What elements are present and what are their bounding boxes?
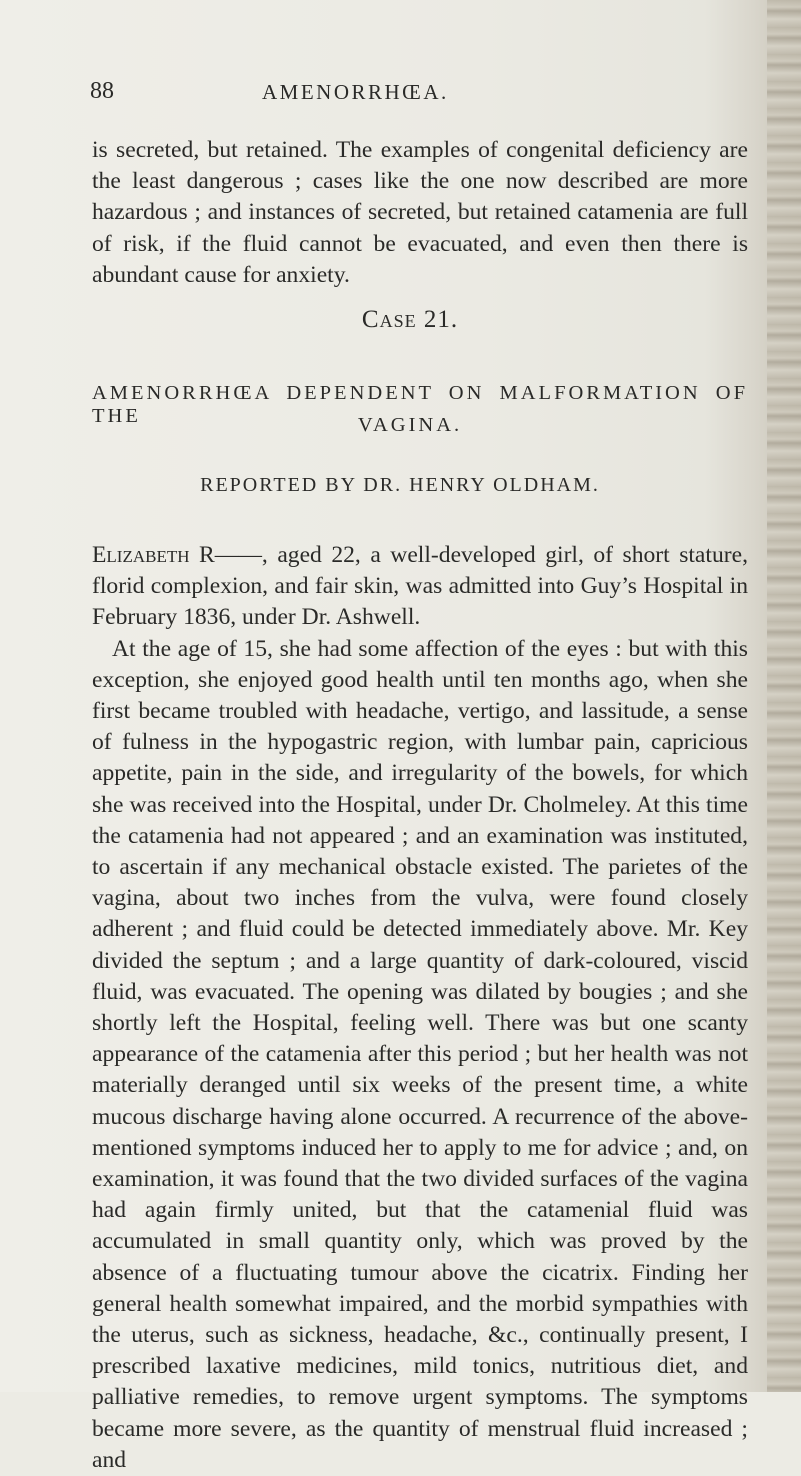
running-head: AMENORRHŒA. xyxy=(262,80,449,104)
page-number: 88 xyxy=(90,78,114,104)
page-header xyxy=(90,78,790,112)
body-paragraph-2: At the age of 15, she had some affection of the eyes : but with this exception, she enjoyed good health until ten months ago, when she first became troubled with headache, vertigo, and lassitude, a sense of fulness in the hypogastric region, with lumbar pain, capricious appetite, pain in the side, and irregularity of the bowels, for which she was received into the Hospital, under Dr. Cholmeley. At this time the catamenia had not appeared ; and an examination was instituted, to ascertain if any mechanical obstacle existed. The parietes of the vagina, about two inches from the vulva, were found closely adherent ; and fluid could be detected immediately above. Mr. Key divided the septum ; and a large quantity of dark-coloured, viscid fluid, was evacuated. The opening was dilated by bougies ; and she shortly left the Hospital, feeling well. There was but one scanty appearance of the catamenia after this period ; but her health was not materially deranged until six weeks of the present time, a white mucous discharge having alone occurred. A recurrence of the above-mentioned symptoms induced her to apply to me for advice ; and, on examination, it was found that the two divided surfaces of the vagina had again firmly united, but that the catamenial fluid was accumulated in small quantity only, which was proved by the absence of a fluctuating tumour above the cicatrix. Finding her general health somewhat impaired, and the morbid sympathies with the uterus, such as sickness, headache, &c., continually present, I prescribed laxative medicines, mild tonics, nutritious diet, and palliative remedies, to remove urgent symptoms. The symptoms became more severe, as the quantity of menstrual fluid increased ; and xyxy=(92,635,748,1473)
case-title-line-2: VAGINA. xyxy=(357,414,463,436)
body-paragraph-1 xyxy=(92,540,748,634)
body-paragraph-1-text: , aged 22, a well-developed girl, of short stature, florid complexion, and fair skin, was admitted into Guy’s Hospital in February 1836, under Dr. Ashwell. xyxy=(92,542,748,631)
patient-name: Elizabeth R—— xyxy=(92,542,262,568)
page-edge-shadow xyxy=(767,0,801,1392)
intro-paragraph: is secreted, but retained. The examples of congenital deficiency are the least dangerous ; cases like the one now described are more hazardous ; and instances of secreted, but retained catamenia are full of risk, if the fluid cannot be evacuated, and even then there is abundant cause for anxiety. xyxy=(92,137,748,288)
case-body xyxy=(92,540,748,1476)
case-heading: Case 21. xyxy=(361,306,459,333)
case-title-line-1: AMENORRHŒA DEPENDENT ON MALFORMATION OF THE xyxy=(92,382,748,427)
case-reporter: REPORTED BY DR. HENRY OLDHAM. xyxy=(200,474,600,496)
